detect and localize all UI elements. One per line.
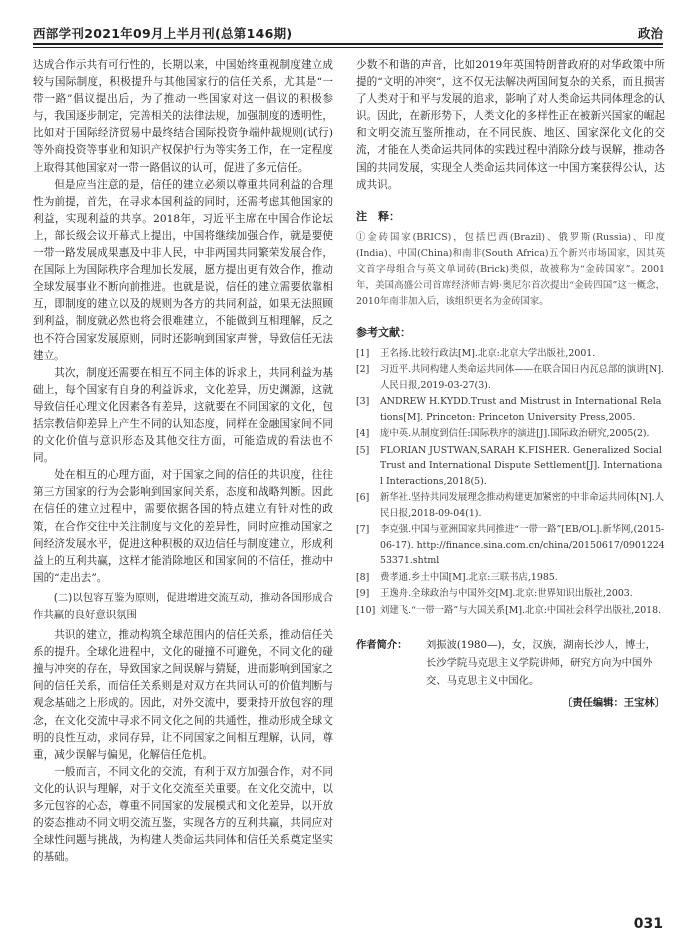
reference-item [356, 603, 665, 619]
reference-number: [3] [356, 396, 370, 408]
reference-item [356, 522, 665, 569]
left-column [33, 57, 333, 866]
body-paragraph: 一般而言，不同文化的交流，有利于双方加强合作，对不同文化的认识与理解，对于文化交流至关重要。在文化交流中，以多元包容的心态，尊重不同国家的发展模式和文化差异，以开放的姿态推动不同文明交流互鉴，实现各方的互利共赢，共同应对全球性问题与挑战，为构建人类命运共同体和信任关系奠定坚实的基础。 [33, 765, 333, 864]
reference-list [356, 346, 665, 619]
reference-text: ANDREW H.KYDD.Trust and Mistrust in International Relations[M]. Princeton: Princeton University Press,2005. [380, 396, 662, 423]
reference-number: [5] [356, 444, 370, 456]
reference-item [356, 490, 665, 521]
reference-item [356, 570, 665, 586]
reference-number: [2] [356, 364, 370, 376]
reference-number: [1] [356, 347, 370, 359]
author-label: 作者简介： [356, 639, 408, 652]
references-heading: 参考文献： [356, 325, 411, 339]
header-rule-thick [33, 43, 663, 45]
reference-text: 新华社.坚持共同发展理念推动构建更加紧密的中非命运共同体[N].人民日报,2018-09-04(1). [380, 492, 664, 519]
reference-text: 王逸舟.全球政治与中国外交[M].北京:世界知识出版社,2003. [380, 588, 633, 600]
reference-item [356, 346, 665, 362]
reference-text: 庞中英.从制度到信任:国际秩序的演进[J].国际政治研究,2005(2). [380, 428, 650, 440]
reference-text: 王名扬.比较行政法[M].北京:北京大学出版社,2001. [380, 347, 596, 359]
journal-title: 西部学刊2021年09月上半月刊(总第146期) [33, 26, 293, 41]
body-paragraph: 达成合作示共有可行性的，长期以来，中国始终重视制度建立成较与国际制度，积极提升与其他国家行的信任关系，尤其是“一带一路”倡议提出后，为了推动一些国家对这一倡议的积极参与，我国逐步制定，完善相关的法律法规，加强制度的透明性，比如对于国际经济贸易中最终结合国际投资争端仲裁规则(试行)等外商投资等事业和知识产权保护行为等实务工作，在一定程度上取得其他国家对一带一路倡议的认可，促进了多元信任。 [33, 59, 333, 174]
note-text: ①金砖国家(BRICS)，包括巴西(Brazil)、俄罗斯(Russia)、印度(India)、中国(China)和南非(South Africa)五个新兴市场国家，因其英文首字母组合与英文单词砖(Brick)类似，故被称为“金砖国家”。2001年，美国高盛公司首席经济师吉姆·奥尼尔首次提出“金砖四国”这一概念，2010年南非加入后，该组织更名为金砖国家。 [356, 231, 665, 307]
reference-item [356, 443, 665, 490]
reference-number: [6] [356, 492, 370, 504]
reference-number: [4] [356, 428, 370, 440]
section-label: 政治 [637, 26, 663, 41]
page-number: 031 [633, 916, 663, 932]
notes-heading: 注 释： [356, 209, 400, 223]
reference-text: 费孝通.乡土中国[M].北京:三联书店,1985. [380, 571, 558, 583]
reference-text: 李克强.中国与亚洲国家共同推进“一带一路”[EB/OL].新华网,(2015-06-17). http://finance.sina.com.cn/china/20150617/090122453371.shtml [380, 524, 665, 567]
page-header [33, 22, 663, 44]
reference-item [356, 426, 665, 442]
section-subheading: (二)以包容互鉴为原则，促进增进交流互动，推动各国形成合作共赢的良好意识氛围 [33, 591, 333, 621]
body-paragraph: 但是应当注意的是，信任的建立必须以尊重共同利益的合理性为前提，首先，在寻求本国利益的同时，还需考虑其他国家的利益，实现利益的共享。2018年，习近平主席在中国合作论坛上，部长级会议开幕式上提出，中国将继续加强合作，就是要使一带一路发展成果惠及中非人民，中非两国共同繁荣发展合作，在国际上为国际秩序合理加长发展，愿方提出更有效合作，推动全球发展事业不断向前推进。也就是说，信任的建立需要依靠相互，即制度的建立以及的规则为各方的共同利益，如果无法照顾到利益，制度就必然也将会很难建立，不能做到互相理解，反之也不符合国家发展原则，同时还影响到国家声誉，导致信任无法建立。 [33, 178, 333, 362]
body-paragraph: 其次，制度还需要在相互不同主体的诉求上，共同利益为基础上，每个国家有自身的利益诉求，文化差异，历史渊源，这就导致信任心理文化因素各有差异，这就要在不同国家的文化，包括宗教信仰差异上产生不同的认知态度，同样在金融国家间不同的文化价值与意识形态及其他交往方面，可能造成的看法也不同。 [33, 366, 333, 465]
reference-text: 习近平.共同构建人类命运共同体——在联合国日内瓦总部的演讲[N].人民日报,2019-03-27(3). [380, 364, 664, 391]
reference-text: FLORIAN JUSTWAN,SARAH K.FISHER. Generalized Social Trust and International Dispute Settlement[J]. International Interactions,2018(5). [380, 444, 663, 487]
reference-number: [9] [356, 588, 370, 600]
body-paragraph: 共识的建立，推动构筑全球范围内的信任关系，推动信任关系的提升。全球化进程中，文化的碰撞不可避免，不同文化的碰撞与冲突的存在，导致国家之间误解与猜疑，进而影响到国家之间的信任关系，而信任关系则是对双方在共同认可的价值判断与观念基础之上形成的。因此，对外交流中，要秉持开放包容的理念，在文化交流中寻求不同文化之间的共通性，推动形成全球文明的良性互动，求同存异，让不同国家之间相互理解，认同，尊重，减少误解与偏见，化解信任危机。 [33, 629, 333, 761]
author-text: 刘振波(1980—)，女，汉族，湖南长沙人，博士，长沙学院马克思主义学院讲师，研究方向为中国外交、马克思主义中国化。 [426, 639, 656, 688]
header-rule-thin [33, 47, 663, 48]
reference-number: [8] [356, 571, 370, 583]
responsible-editor: 〔责任编辑：王宝林〕 [562, 697, 665, 710]
body-paragraph: 少数不和谐的声音，比如2019年英国特朗普政府的对华政策中所提的“文明的冲突”，这不仅无法解决两国间复杂的关系，而且损害了人类对于和平与发展的追求，影响了对人类命运共同体理念的认识。因此，在新形势下，人类文化的多样性正在被新兴国家的崛起和文明交流互鉴所推动，在不同民族、地区、国家深化文化的交流，才能在人类命运共同体的实践过程中消除分歧与误解，推动各国的共同发展，实现全人类命运共同体这一中国方案获得公认，达成共识。 [356, 59, 665, 191]
right-column [356, 57, 665, 709]
reference-number: [10] [356, 604, 376, 616]
reference-text: 刘建飞.“一带一路”与大国关系[M].北京:中国社会科学出版社,2018. [380, 604, 662, 616]
author-bio [356, 636, 665, 690]
reference-item [356, 394, 665, 425]
reference-item [356, 586, 665, 602]
reference-item [356, 362, 665, 393]
reference-number: [7] [356, 524, 370, 536]
body-paragraph: 处在相互的心理方面，对于国家之间的信任的共识度，往往第三方国家的行为会影响到国家间关系，态度和战略判断。因此在信任的建立过程中，需要依据各国的特点建立有针对性的政策，在合作交往中关注制度与文化的差异性，同时应推动国家之间经济发展水平，促进这种积极的双边信任与制度建立，形成利益上的互利共赢，这样才能消除地区和国家间的不信任，推动中国的“走出去”。 [33, 469, 333, 584]
